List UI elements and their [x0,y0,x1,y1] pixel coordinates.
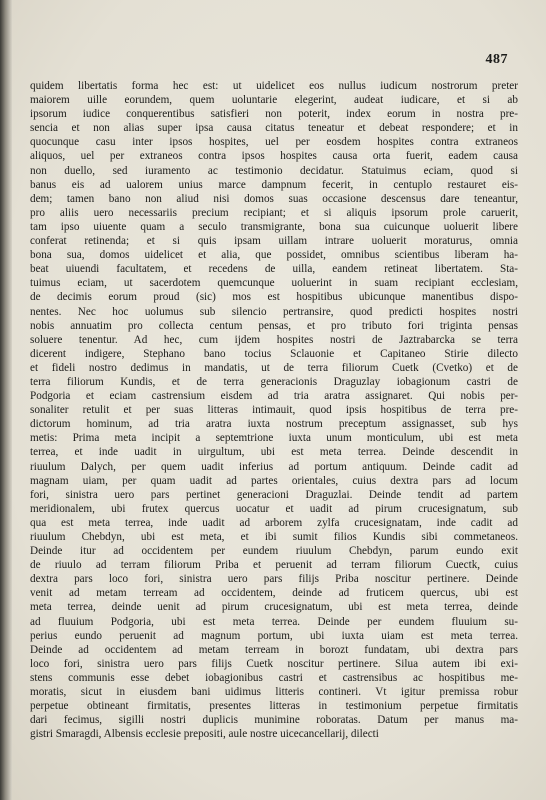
text-line: magnam uiam, per quam uadit ad partes orientales, cuius dextra pars ad locum [30,474,518,487]
text-line: nobis annuatim pro collecta centum pensas, et pro tributo fori triginta pensas [30,319,518,332]
text-line: bona sua, domos uidelicet et alia, que possidet, omnibus scientibus liberam ha- [30,249,518,262]
text-line: meta terrea, deinde uenit ad pirum crucesignatum, ubi est meta terrea, deinde [30,601,518,614]
text-line: riuulum Chebdyn, ubi est meta, et ibi sumit filios Kundis sibi commetaneos. [30,531,518,543]
text-line: beat uiuendi facultatem, et recedens de uilla, eandem retineat libertatem. Sta- [30,263,518,276]
text-line: non duello, sed iuramento ac testimonio decidatur. Statuimus eciam, quod si [30,164,518,177]
text-line: ad fluuium Podgoria, ubi est meta terrea. Deinde per eundem fluuium su- [30,615,518,628]
text-line: maiorem uille eorundem, quem uoluntarie elegerint, audeat iudicare, et si ab [30,94,518,107]
text-line: nentes. Nec hoc uolumus sub silencio pertransire, quod predicti hospites nostri [30,305,518,318]
text-line: Deinde itur ad occidentem per eundem riuulum Chebdyn, parum eundo exit [30,545,518,558]
text-line: sencia et non alias super ipsa causa citatus teneatur et debeat respondere; et in [30,122,518,135]
text-line: perpetue obtineant firmitatis, presentes litteras in testimonium perpetue firmitatis [30,700,518,713]
text-line: dextra pars loco fori, sinistra uero pars filijs Priba noscitur pertinere. Deinde [30,573,518,586]
text-line: de riuulo ad terram filiorum Priba et peruenit ad terram filiorum Cuectk, cuius [30,559,518,572]
text-line: pro aliis uero necessariis precium recipiant; et si aliquis ipsorum prole caruerit, [30,206,518,219]
text-line: loco fori, sinistra uero pars filijs Cuetk noscitur pertinere. Silua autem ibi exi- [30,657,518,670]
text-line: terrea, et inde uadit in uirgultum, ubi est meta terrea. Deinde descendit in [30,446,518,459]
text-line: venit ad metam terream ad occidentem, deinde ad fruticem quercus, ubi est [30,587,518,600]
text-line: Deinde ad occidentem ad metam terream in borozt fundatam, ubi dextra pars [30,643,518,656]
text-line: tuimus eciam, ut sacerdotem quemcunque uoluerint in suam recipiant ecclesiam, [30,277,518,290]
text-line: terra filiorum Kundis, et de terra generacionis Draguzlay iobagionum castri de [30,375,518,388]
text-line: tam ipso uiuente quam a seculo transmigrante, bona sua cuicunque uoluerit libere [30,220,518,233]
text-line: et fideli nostro dedimus in mandatis, ut de terra filiorum Cuetk (Cvetko) et de [30,361,518,374]
page-number: 487 [485,52,508,67]
text-line: de decimis eorum proud (sic) mos est hospitibus ubicunque manentibus dispo- [30,291,518,304]
text-line: banus eis ad ualorem unius marce dampnum fecerit, in centuplo restauret eis- [30,178,518,191]
text-line: aliquos, uel per extraneos contra ipsos hospites causa orta fuerit, eadem causa [30,150,518,163]
text-line: quocunque casu inter ipsos hospites, uel per eosdem hospites contra extraneos [30,136,518,149]
text-line: soluere tenentur. Ad hec, cum ijdem hospites nostri de Jaztrabarcka se terra [30,333,518,346]
text-line: metis: Prima meta incipit a septemtrione iuxta unum monticulum, ubi est meta [30,432,518,445]
text-line: meridionalem, ubi frutex quercus uocatur et uadit ad pirum crucesignatum, sub [30,502,518,515]
text-line: stens communis esse debet iobagionibus castri et castrensibus ac hospitibus me- [30,671,518,684]
text-line: quidem libertatis forma hec est: ut uidelicet eos nullus iudicum nostrorum preter [30,80,518,92]
text-line: conferat retinenda; et si quis ipsam uillam intrare uoluerit moraturus, omnia [30,235,518,248]
text-line: dicerent indigere, Stephano bano tocius Sclauonie et Capitaneo Stirie dilecto [30,347,518,360]
text-line: Podgoria et eciam castrensium eisdem ad tria aratra assignaret. Qui nobis per- [30,390,518,403]
text-line: riuulum Dalych, per quem uadit inferius ad portum antiquum. Deinde cadit ad [30,460,518,473]
body-text [30,79,518,741]
text-line: fori, sinistra uero pars pertinet generacioni Draguzlai. Deinde tendit ad partem [30,488,518,501]
text-line: dari fecimus, sigilli nostri duplicis munimine roboratas. Datum per manus ma- [30,714,518,727]
text-line: ipsorum iudice conquerentibus satisfieri non poterit, index eorum in nostra pre- [30,108,518,121]
text-line: dem; tamen bano non aliud nisi domos suas occasione descensus dare teneantur, [30,192,518,205]
text-line: qua est meta terrea, inde uadit ad arborem zylfa crucesignatam, inde cadit ad [30,516,518,529]
text-line: dictorum hominum, ad tria aratra iuxta nostrum preceptum assignasset, sub hys [30,418,518,431]
text-line: perius eundo peruenit ad magnum portum, ubi iuxta uiam est meta terrea. [30,629,518,642]
book-gutter-shadow [0,0,12,800]
text-line: gistri Smaragdi, Albensis ecclesie prepositi, aule nostre uicecancellarij, dilecti [30,728,379,741]
text-line: sonaliter retulit et per suas litteras intimauit, quod ipsis hospitibus de terra pre- [30,404,518,417]
text-line: moratis, sicut in eiusdem bani uidimus litteris contineri. Vt igitur premissa robur [30,686,518,699]
